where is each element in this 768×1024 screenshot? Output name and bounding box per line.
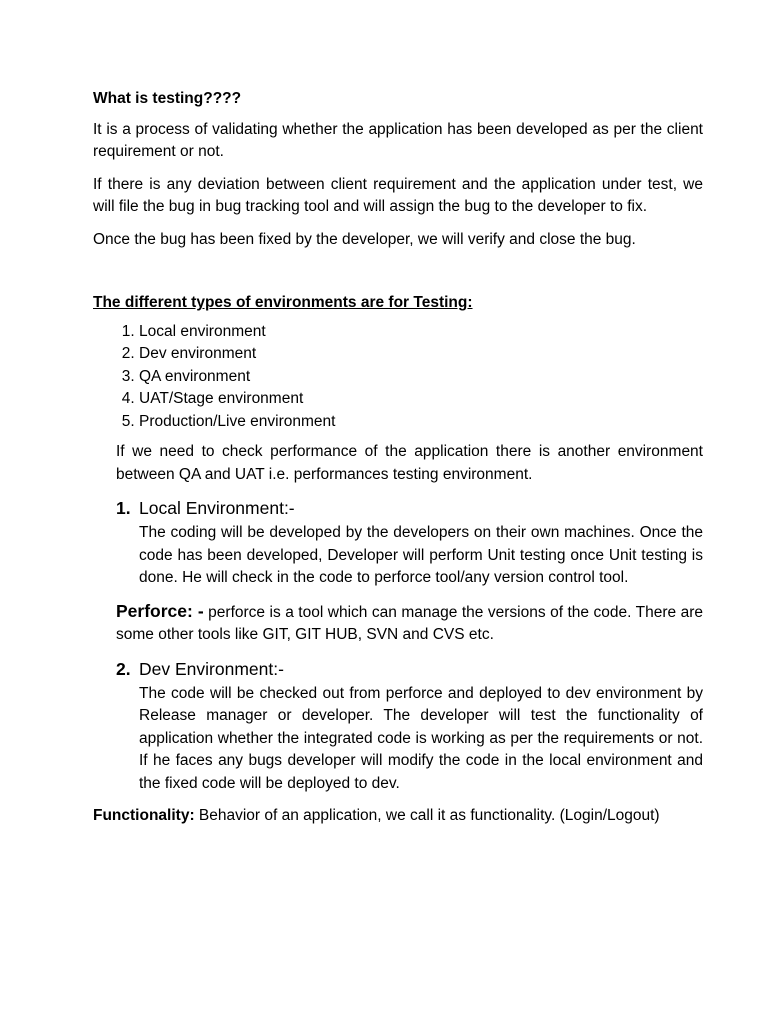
paragraph-verify: Once the bug has been fixed by the developer, we will verify and close the bug.	[93, 230, 636, 248]
functionality-text: Behavior of an application, we call it as functionality. (Login/Logout)	[194, 807, 660, 824]
list-item: 1. Local environment	[139, 321, 703, 344]
paragraph-perforce	[116, 600, 703, 647]
section-local-body: The coding will be developed by the developers on their own machines. Once the code has been developed, Developer will perform Unit testing once Unit testing is done. He will check in the code to perforce tool/any version control tool.	[139, 524, 703, 586]
perforce-label: Perforce: -	[116, 600, 204, 621]
perforce-text: perforce is a tool which can manage the versions of the code. There are some other tools like GIT, GIT HUB, SVN and CVS etc.	[116, 603, 703, 643]
paragraph-functionality	[93, 805, 703, 828]
section-title: Dev Environment:-	[139, 658, 284, 679]
section-dev-body: The code will be checked out from perforce and deployed to dev environment by Release manager or developer. The developer will test the functionality of application whether the integrated code is working as per the requirements or not. If he faces any bugs developer will modify the code in the local environment and the fixed code will be deployed to dev.	[139, 684, 703, 792]
paragraph-performance-note: If we need to check performance of the application there is another environment between QA and UAT i.e. performances testing environment.	[116, 443, 703, 483]
section-number: 2.	[116, 658, 131, 679]
spacer	[93, 261, 703, 292]
document-content	[93, 88, 703, 828]
list-item: 3. QA environment	[139, 366, 703, 389]
list-item: 2. Dev environment	[139, 343, 703, 366]
paragraph-definition: It is a process of validating whether the application has been developed as per the client requirement or not.	[93, 120, 703, 160]
section-dev-heading	[116, 657, 703, 681]
list-item: 5. Production/Live environment	[139, 411, 703, 434]
heading-what-is-testing: What is testing????	[93, 90, 242, 107]
paragraph-deviation: If there is any deviation between client requirement and the application under test, we will file the bug in bug tracking tool and will assign the bug to the developer to fix.	[93, 175, 703, 215]
functionality-label: Functionality:	[93, 807, 195, 824]
section-number: 1.	[116, 498, 131, 518]
list-item: 4. UAT/Stage environment	[139, 388, 703, 411]
section-local-heading	[116, 496, 703, 520]
section-title: Local Environment:-	[139, 498, 295, 518]
environment-list	[93, 321, 703, 434]
heading-environment-types: The different types of environments are for Testing:	[93, 294, 473, 311]
